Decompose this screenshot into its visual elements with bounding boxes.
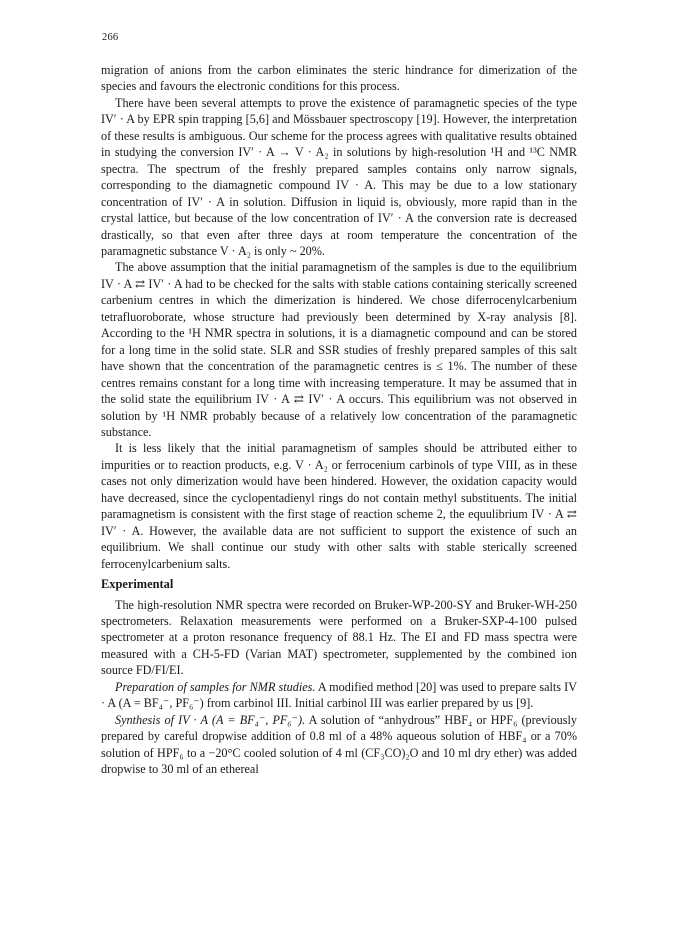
paragraph-sample-preparation	[101, 679, 577, 712]
paragraph-body-preparation: A modified method [20] was used to prepare salts IV · A (A = BF₄⁻, PF₆⁻) from carbinol III. Initial carbinol III was earlier prepared by us [9].	[101, 679, 577, 711]
text-column	[101, 62, 577, 777]
paragraph-equilibrium-check: The above assumption that the initial paramagnetism of the samples is due to the equilibrium IV · A ⇄ IV′ · A had to be checked for the salts with stable cations containing sterically screened carbenium centres in which the dimerization is hindered. We chose diferrocenylcarbenium tetrafluoroborate, whose structure had previously been determined by X-ray analysis [8]. According to the ¹H NMR spectra in solutions, it is a diamagnetic compound and can be stored for a long time in the solid state. SLR and SSR studies of freshly prepared samples of this salt have shown that the concentration of the paramagnetic centres is ≤ 1%. The number of these centres remains constant for a long time with increasing temperature. It may be assumed that in the solid state the equilibrium IV · A ⇄ IV′ · A occurs. This equilibrium was not observed in solution by ¹H NMR probably because of a relatively low concentration of the paramagnetic substance.	[101, 260, 577, 439]
run-in-heading-preparation: Preparation of samples for NMR studies.	[115, 679, 316, 694]
section-heading-experimental: Experimental	[101, 577, 174, 592]
paragraph-instruments: The high-resolution NMR spectra were recorded on Bruker-WP-200-SY and Bruker-WH-250 spectrometers. Relaxation measurements were performed on a Bruker-SXP-4-100 pulsed spectrometer at a proton resonance frequency of 88.1 Hz. The EI and FD mass spectra were measured with a CH-5-FD (Varian MAT) spectrometer, supplemented by the combined ion source FD/FI/EI.	[101, 597, 577, 678]
paragraph-continuation: migration of anions from the carbon eliminates the steric hindrance for dimerization of the species and favours the electronic conditions for this process.	[101, 63, 577, 94]
paragraph-body-synthesis: A solution of “anhydrous” HBF₄ or HPF₆ (previously prepared by careful dropwise addition of 0.8 ml of a 48% aqueous solution of HBF₄ or a 70% solution of HPF₆ to a −20°C cooled solution of 4 ml (CF₃CO)₂O and 10 ml dry ether) was added dropwise to 30 ml of an ethereal	[101, 712, 577, 777]
run-in-heading-synthesis: Synthesis of IV · A (A = BF₄⁻, PF₆⁻).	[115, 712, 306, 727]
page-number: 266	[102, 32, 119, 43]
paragraph-epr-scheme: There have been several attempts to prove the existence of paramagnetic species of the type IV′ · A by EPR spin trapping [5,6] and Mössbauer spectroscopy [19]. However, the interpretation of these results is ambiguous. Our scheme for the process agrees with qualitative results obtained in studying the conversion IV′ · A → V · A₂ in solutions by high-resolution ¹H and ¹³C NMR spectra. The spectrum of the freshly prepared samples contains only narrow signals, corresponding to the diamagnetic compound IV · A. This may be due to a low stationary concentration of IV′ · A in solution. Diffusion in liquid is, obviously, more rapid than in the crystal lattice, but because of the low concentration of IV′ · A the conversion rate is decreased drastically, so that even after three days at room temperature the concentration of the paramagnetic substance V · A₂ is only ~ 20%.	[101, 95, 577, 258]
paragraph-synthesis	[101, 712, 577, 778]
paragraph-impurities: It is less likely that the initial paramagnetism of samples should be attributed either to impurities or to reaction products, e.g. V · A₂ or ferrocenium carbinols of type VIII, as in these cases not only dimerization would have been hindered. However, the oxidation capacity would have decreased, since the cyclopentadienyl rings do not contain methyl substituents. The initial paramagnetism is consistent with the first stage of reaction scheme 2, the equulibrium IV · A ⇄ IV′ · A. However, the available data are not sufficient to support the existence of such an equilibrium. We shall continue our study with other salts with stable sterically screened ferrocenylcarbenium salts.	[101, 441, 577, 571]
